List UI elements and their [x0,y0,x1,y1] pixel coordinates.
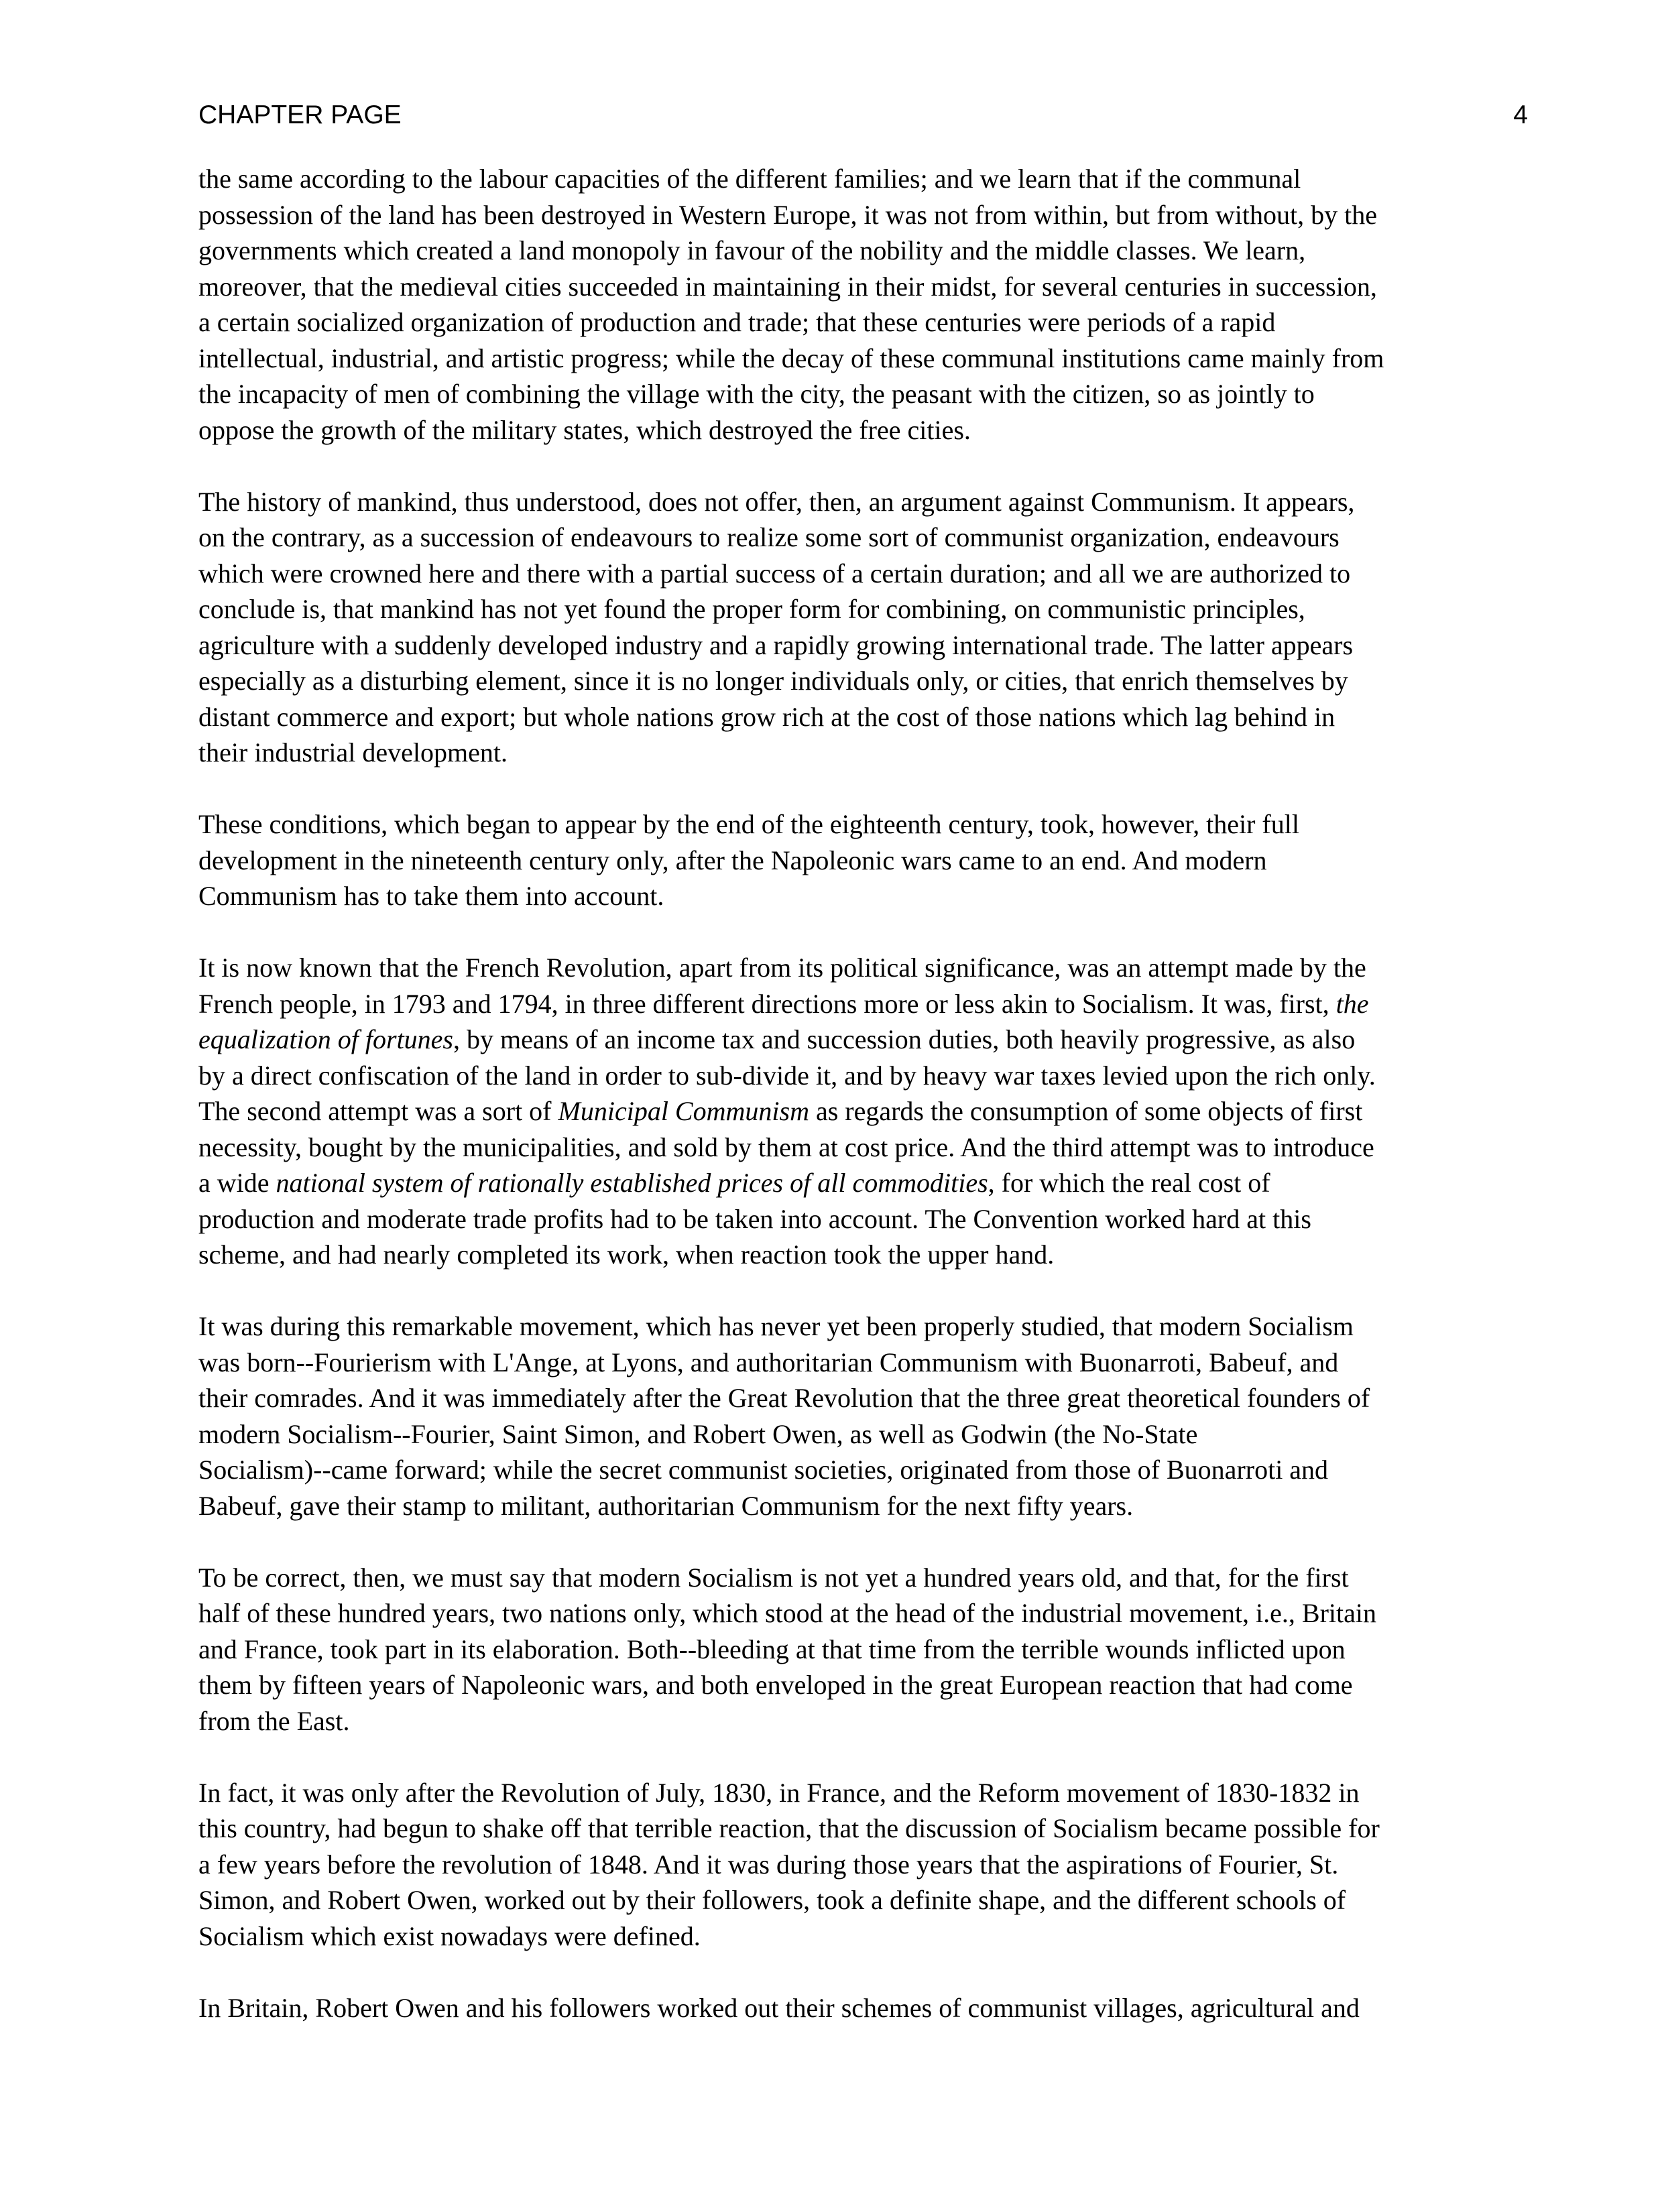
text-line [198,304,1531,341]
text-line [198,1882,1531,1918]
text-line [198,843,1531,879]
text-line [198,735,1531,771]
text-run: modern Socialism--Fourier, Saint Simon, and Robert Owen, as well as Godwin (the No-State [198,1418,1198,1449]
paragraph [198,161,1531,448]
text-line [198,1632,1531,1668]
text-run: agriculture with a suddenly developed industry and a rapidly growing international trade. The latter appears [198,629,1354,660]
text-line [198,412,1531,448]
text-run: a wide [198,1168,276,1198]
text-run: intellectual, industrial, and artistic progress; while the decay of these communal institutions came mainly from [198,343,1384,373]
text-run: , for which the real cost of [988,1168,1270,1198]
text-line [198,1703,1531,1739]
text-run: production and moderate trade profits had to be taken into account. The Convention worked hard at this [198,1203,1311,1234]
paragraph [198,806,1531,914]
text-run: Simon, and Robert Owen, worked out by their followers, took a definite shape, and the different schools of [198,1885,1346,1915]
text-run: was born--Fourierism with L'Ange, at Lyons, and authoritarian Communism with Buonarroti, Babeuf, and [198,1347,1339,1377]
text-line [198,950,1531,986]
text-line [198,1237,1531,1273]
text-line [198,1129,1531,1166]
text-line [198,233,1531,269]
page-header [198,101,1528,141]
text-line [198,1380,1531,1416]
text-run: These conditions, which began to appear by the end of the eighteenth century, took, however, their full [198,809,1299,839]
text-run: To be correct, then, we must say that modern Socialism is not yet a hundred years old, and that, for the first [198,1562,1349,1593]
text-line [198,878,1531,914]
text-line [198,1775,1531,1811]
text-run: especially as a disturbing element, since it is no longer individuals only, or cities, that enrich themselves by [198,666,1348,696]
text-run: Babeuf, gave their stamp to militant, authoritarian Communism for the next fifty years. [198,1490,1134,1521]
italic-text: national system of rationally established prices of all commodities [276,1168,988,1198]
text-run: Socialism which exist nowadays were defined. [198,1920,701,1951]
text-line [198,556,1531,592]
text-line [198,986,1531,1022]
page-number: 4 [1513,101,1528,129]
text-line [198,1810,1531,1847]
italic-text: equalization of fortunes [198,1024,453,1054]
chapter-title: CHAPTER PAGE [198,101,402,129]
text-run: Communism has to take them into account. [198,881,664,911]
text-run: possession of the land has been destroyed in Western Europe, it was not from within, but from without, by the [198,199,1377,230]
text-line [198,341,1531,377]
text-run: , by means of an income tax and succession duties, both heavily progressive, as also [453,1024,1356,1054]
text-run: development in the nineteenth century only, after the Napoleonic wars came to an end. And modern [198,845,1267,875]
paragraph [198,1775,1531,1955]
text-run: distant commerce and export; but whole nations grow rich at the cost of those nations which lag behind in [198,701,1335,732]
italic-text: the [1335,988,1369,1019]
text-run: In fact, it was only after the Revolution of July, 1830, in France, and the Reform movement of 1830-1832 in [198,1777,1360,1808]
text-line [198,376,1531,412]
text-run: as regards the consumption of some objects of first [809,1096,1363,1126]
text-line [198,269,1531,305]
text-run: them by fifteen years of Napoleonic wars, and both enveloped in the great European reaction that had come [198,1670,1353,1700]
text-line [198,197,1531,233]
text-line [198,663,1531,699]
text-line [198,806,1531,843]
paragraph [198,1560,1531,1739]
text-line [198,1022,1531,1058]
italic-text: Municipal Communism [558,1096,809,1126]
text-run: a certain socialized organization of production and trade; that these centuries were periods of a rapid [198,307,1276,337]
text-run: by a direct confiscation of the land in order to sub-divide it, and by heavy war taxes levied upon the rich only. [198,1060,1376,1091]
text-run: and France, took part in its elaboration. Both--bleeding at that time from the terrible wounds inflicted upon [198,1634,1346,1664]
text-run: the incapacity of men of combining the village with the city, the peasant with the citizen, so as jointly to [198,379,1315,409]
text-run: oppose the growth of the military states, which destroyed the free cities. [198,414,971,445]
paragraph [198,484,1531,771]
paragraph [198,1308,1531,1524]
text-run: scheme, and had nearly completed its work, when reaction took the upper hand. [198,1239,1055,1270]
text-run: their industrial development. [198,737,508,767]
text-run: French people, in 1793 and 1794, in three different directions more or less akin to Socialism. It was, first, [198,988,1336,1019]
text-line [198,519,1531,556]
text-line [198,627,1531,664]
text-line [198,1165,1531,1201]
text-line [198,1667,1531,1703]
text-run: Socialism)--came forward; while the secret communist societies, originated from those of Buonarroti and [198,1455,1329,1485]
text-run: moreover, that the medieval cities succeeded in maintaining in their midst, for several centuries in succession, [198,271,1377,302]
body-text [198,161,1531,2026]
text-line [198,1093,1531,1129]
text-line [198,1847,1531,1883]
text-line [198,1918,1531,1955]
text-run: In Britain, Robert Owen and his followers worked out their schemes of communist villages, agricultural and [198,1992,1360,2023]
text-run: conclude is, that mankind has not yet found the proper form for combining, on communistic principles, [198,594,1305,624]
text-run: The second attempt was a sort of [198,1096,558,1126]
text-run: The history of mankind, thus understood, does not offer, then, an argument against Communism. It appears, [198,486,1355,517]
text-line [198,1345,1531,1381]
text-line [198,1058,1531,1094]
text-run: It was during this remarkable movement, which has never yet been properly studied, that modern Socialism [198,1311,1354,1341]
text-run: which were crowned here and there with a partial success of a certain duration; and all we are authorized to [198,558,1351,589]
text-line [198,591,1531,627]
text-run: a few years before the revolution of 1848. And it was during those years that the aspirations of Fourier, St. [198,1849,1339,1880]
paragraph [198,950,1531,1273]
text-run: half of these hundred years, two nations only, which stood at the head of the industrial movement, i.e., Britain [198,1598,1376,1628]
text-line [198,1416,1531,1453]
text-line [198,1990,1531,2026]
text-line [198,1308,1531,1345]
text-line [198,1560,1531,1596]
text-line [198,1201,1531,1237]
text-run: this country, had begun to shake off that terrible reaction, that the discussion of Socialism became possible for [198,1813,1380,1843]
text-run: from the East. [198,1705,350,1736]
text-line [198,1488,1531,1524]
text-line [198,1595,1531,1632]
paragraph [198,1990,1531,2026]
text-run: It is now known that the French Revolution, apart from its political significance, was an attempt made by the [198,953,1366,983]
text-run: the same according to the labour capacities of the different families; and we learn that if the communal [198,164,1301,194]
text-line [198,699,1531,735]
text-run: their comrades. And it was immediately after the Great Revolution that the three great theoretical founders of [198,1383,1370,1413]
text-line [198,484,1531,520]
text-line [198,1452,1531,1488]
text-run: governments which created a land monopoly in favour of the nobility and the middle classes. We learn, [198,235,1306,265]
text-run: on the contrary, as a succession of endeavours to realize some sort of communist organization, endeavours [198,522,1340,552]
text-line [198,161,1531,197]
text-run: necessity, bought by the municipalities, and sold by them at cost price. And the third attempt was to introduce [198,1131,1374,1162]
